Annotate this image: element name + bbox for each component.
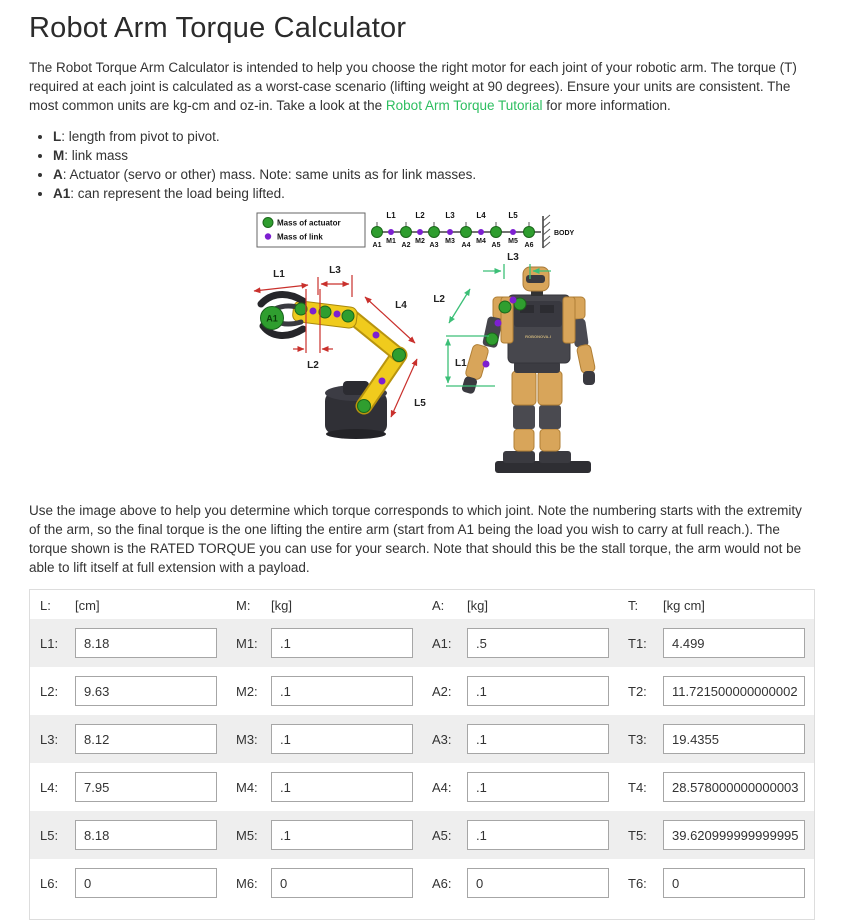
page-container bbox=[0, 12, 844, 920]
robot-arm-illustration bbox=[261, 295, 406, 439]
legend bbox=[257, 213, 365, 247]
chain-l2-label: L2 bbox=[415, 211, 425, 220]
chain-a2-label: A2 bbox=[401, 242, 411, 249]
chain-l5-label: L5 bbox=[508, 211, 518, 220]
definition-term: A1 bbox=[53, 186, 71, 201]
label-t4: T4: bbox=[628, 779, 647, 795]
label-t5: T5: bbox=[628, 827, 647, 843]
calc-row-3 bbox=[30, 715, 814, 763]
robot-arm-figure bbox=[217, 205, 815, 488]
humanoid-robot-illustration bbox=[461, 267, 596, 473]
chain-m2-label: M2 bbox=[415, 238, 425, 245]
definition-text: : can represent the load being lifted. bbox=[70, 186, 285, 201]
definition-text: : link mass bbox=[64, 148, 129, 163]
label-l1: L1: bbox=[40, 635, 59, 651]
definitions-list bbox=[29, 127, 815, 203]
input-t6[interactable] bbox=[663, 868, 805, 898]
label-t1: T1: bbox=[628, 635, 647, 651]
chain-a1-label: A1 bbox=[372, 242, 382, 249]
label-m5: M5: bbox=[236, 827, 258, 843]
label-t3: T3: bbox=[628, 731, 647, 747]
intro-paragraph bbox=[29, 58, 815, 115]
input-t3[interactable] bbox=[663, 724, 805, 754]
chain-a5-label: A5 bbox=[491, 242, 501, 249]
arm-dim-l5-label: L5 bbox=[414, 398, 426, 409]
actuator-mass-icon bbox=[263, 218, 273, 228]
input-l6[interactable] bbox=[75, 868, 217, 898]
label-a3: A3: bbox=[432, 731, 452, 747]
arm-dim-l1-label: L1 bbox=[273, 269, 285, 280]
label-l2: L2: bbox=[40, 683, 59, 699]
input-t1[interactable] bbox=[663, 628, 805, 658]
col-unit-l: [cm] bbox=[75, 598, 100, 613]
input-m6[interactable] bbox=[271, 868, 413, 898]
label-a4: A4: bbox=[432, 779, 452, 795]
chain-l3-label: L3 bbox=[445, 211, 455, 220]
arm-dim-l2-label: L2 bbox=[307, 360, 319, 371]
input-m5[interactable] bbox=[271, 820, 413, 850]
input-a5[interactable] bbox=[467, 820, 609, 850]
humanoid-brand-label: ROBONOVA-I bbox=[525, 334, 551, 339]
definition-term: L bbox=[53, 129, 62, 144]
calc-row-4 bbox=[30, 763, 814, 811]
col-header-l: L: bbox=[40, 598, 51, 613]
label-a5: A5: bbox=[432, 827, 452, 843]
chain-a6-label: A6 bbox=[524, 242, 534, 249]
definition-text: : Actuator (servo or other) mass. Note: same units as for link masses. bbox=[62, 167, 477, 182]
label-a6: A6: bbox=[432, 875, 452, 891]
input-a4[interactable] bbox=[467, 772, 609, 802]
arm-dim-l4-label: L4 bbox=[395, 300, 407, 311]
label-m2: M2: bbox=[236, 683, 258, 699]
legend-actuator-label: Mass of actuator bbox=[277, 218, 341, 228]
definition-item-a bbox=[53, 165, 815, 184]
link-mass-icon bbox=[265, 233, 271, 239]
humanoid-dim-l1-label: L1 bbox=[455, 358, 467, 369]
col-unit-a: [kg] bbox=[467, 598, 488, 613]
chain-body-label: BODY bbox=[554, 230, 575, 237]
calc-row-1 bbox=[30, 619, 814, 667]
definition-term: M bbox=[53, 148, 65, 163]
input-m4[interactable] bbox=[271, 772, 413, 802]
label-m4: M4: bbox=[236, 779, 258, 795]
input-m1[interactable] bbox=[271, 628, 413, 658]
label-t6: T6: bbox=[628, 875, 647, 891]
link-chain-schematic bbox=[372, 211, 575, 249]
definition-term: A bbox=[53, 167, 63, 182]
label-l3: L3: bbox=[40, 731, 59, 747]
input-l1[interactable] bbox=[75, 628, 217, 658]
chain-m5-label: M5 bbox=[508, 238, 518, 245]
input-a2[interactable] bbox=[467, 676, 609, 706]
input-l5[interactable] bbox=[75, 820, 217, 850]
legend-link-label: Mass of link bbox=[277, 232, 323, 242]
label-m6: M6: bbox=[236, 875, 258, 891]
label-m1: M1: bbox=[236, 635, 258, 651]
body-wall-icon bbox=[543, 215, 550, 248]
label-m3: M3: bbox=[236, 731, 258, 747]
col-unit-t: [kg cm] bbox=[663, 598, 705, 613]
calc-row-2 bbox=[30, 667, 814, 715]
col-header-a: A: bbox=[432, 598, 445, 613]
torque-calculator-table bbox=[29, 589, 815, 920]
input-l4[interactable] bbox=[75, 772, 217, 802]
input-t5[interactable] bbox=[663, 820, 805, 850]
input-t4[interactable] bbox=[663, 772, 805, 802]
chain-m4-label: M4 bbox=[476, 238, 486, 245]
calc-row-6 bbox=[30, 859, 814, 907]
chain-l1-label: L1 bbox=[386, 211, 396, 220]
input-a1[interactable] bbox=[467, 628, 609, 658]
col-header-m: M: bbox=[236, 598, 251, 613]
chain-a4-label: A4 bbox=[461, 242, 471, 249]
input-t2[interactable] bbox=[663, 676, 805, 706]
calc-header-row bbox=[30, 590, 814, 619]
input-m3[interactable] bbox=[271, 724, 413, 754]
chain-a3-label: A3 bbox=[429, 242, 439, 249]
label-l5: L5: bbox=[40, 827, 59, 843]
robot-arm-diagram bbox=[217, 205, 641, 483]
label-a1: A1: bbox=[432, 635, 452, 651]
torque-tutorial-link[interactable]: Robot Arm Torque Tutorial bbox=[385, 98, 543, 113]
label-l4: L4: bbox=[40, 779, 59, 795]
input-l2[interactable] bbox=[75, 676, 217, 706]
page-title: Robot Arm Torque Calculator bbox=[29, 12, 407, 44]
arm-dim-l3-label: L3 bbox=[329, 265, 341, 276]
intro-text-after: for more information. bbox=[542, 98, 671, 113]
input-a6[interactable] bbox=[467, 868, 609, 898]
humanoid-dim-l3-label: L3 bbox=[507, 252, 519, 263]
input-m2[interactable] bbox=[271, 676, 413, 706]
col-unit-m: [kg] bbox=[271, 598, 292, 613]
definition-item-l bbox=[53, 127, 815, 146]
humanoid-dim-l2-label: L2 bbox=[433, 294, 445, 305]
label-t2: T2: bbox=[628, 683, 647, 699]
label-l6: L6: bbox=[40, 875, 59, 891]
instructions-paragraph: Use the image above to help you determine which torque corresponds to which joint. Note the numbering starts with the extremity of the arm, so the final torque is the one lifting the entire arm (start from A1 being the load you wish to carry at full reach.). The torque shown is the RATED TORQUE you can use for your search. Note that should this be the stall torque, the arm would not be able to lift itself at full extension with a payload. bbox=[29, 503, 802, 575]
definition-text: : length from pivot to pivot. bbox=[61, 129, 220, 144]
definition-item-m bbox=[53, 146, 815, 165]
col-header-t: T: bbox=[628, 598, 639, 613]
input-l3[interactable] bbox=[75, 724, 217, 754]
arm-load-label: A1 bbox=[266, 313, 278, 324]
intro-text-before: The Robot Torque Arm Calculator is intended to help you choose the right motor for each joint of your robotic arm. The torque (T) required at each joint is calculated as a worst-case scenario (lifting weight at 90 degrees). Ensure your units are consistent. The most common units are kg-cm and oz-in. Take a look at the bbox=[29, 60, 797, 113]
input-a3[interactable] bbox=[467, 724, 609, 754]
label-a2: A2: bbox=[432, 683, 452, 699]
chain-m1-label: M1 bbox=[386, 238, 396, 245]
chain-l4-label: L4 bbox=[476, 211, 486, 220]
chain-m3-label: M3 bbox=[445, 238, 455, 245]
calc-row-5 bbox=[30, 811, 814, 859]
definition-item-a1 bbox=[53, 184, 815, 203]
